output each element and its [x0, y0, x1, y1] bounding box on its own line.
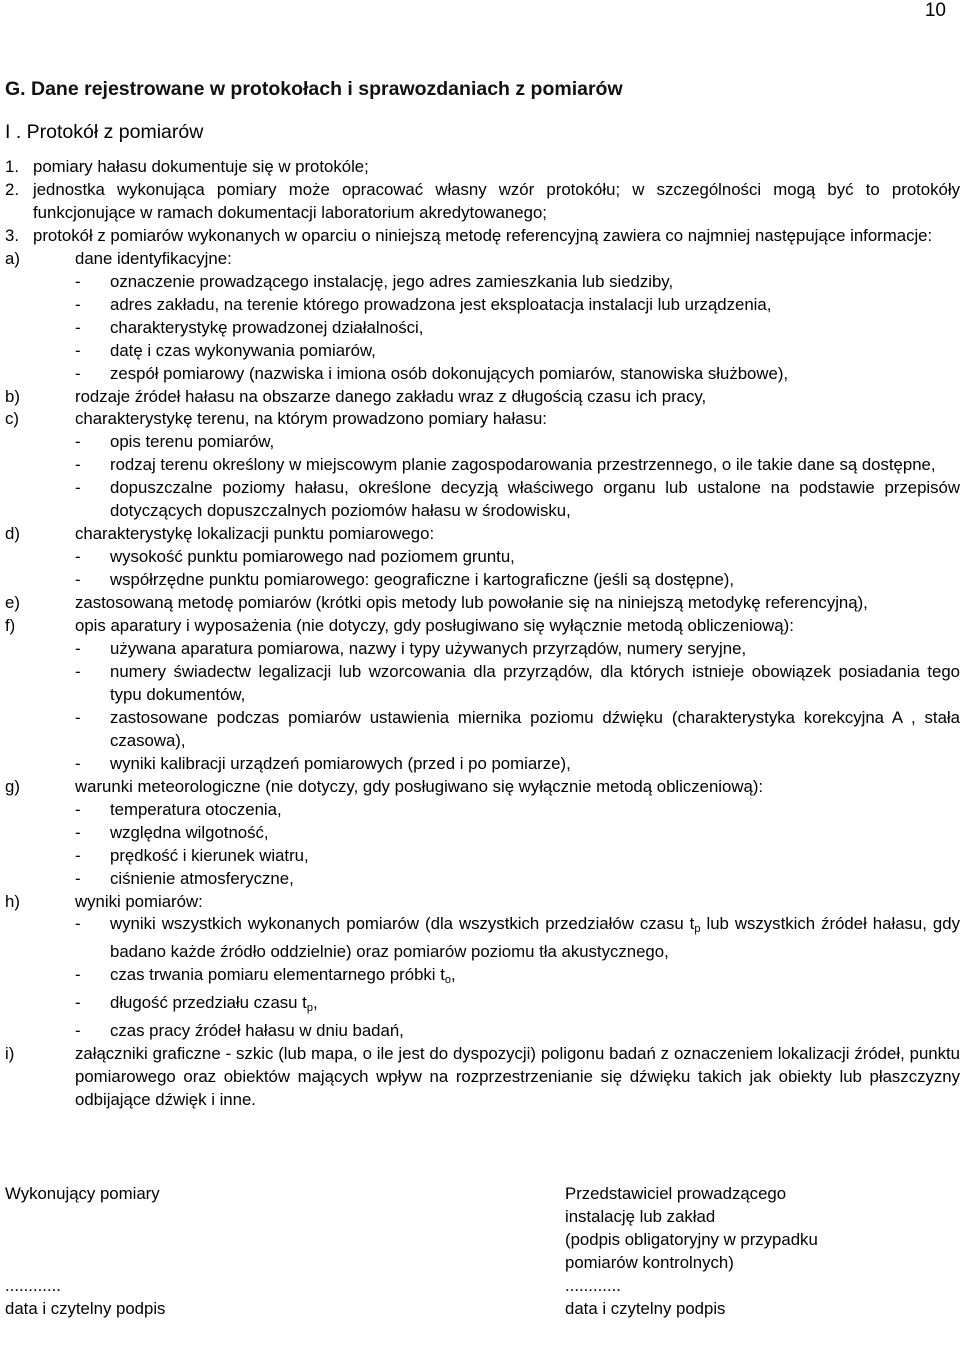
signature-title-line: instalację lub zakład [565, 1206, 716, 1226]
list-item: - zespół pomiarowy (nazwiska i imiona osób dokonujących pomiarów, stanowiska służbowe), [75, 363, 789, 383]
list-item: - prędkość i kierunek wiatru, [75, 845, 309, 865]
sublist-f [75, 638, 960, 776]
protocol-content [5, 156, 960, 1112]
list-item: - dopuszczalne poziomy hałasu, określone decyzją właściwego organu lub ustalone na podstawie przepisów dotyczących dopuszczalnych poziomów hałasu w środowisku, [75, 478, 960, 521]
letter-label: d) [5, 524, 20, 544]
letter-text: opis aparatury i wyposażenia (nie dotyczy, gdy posługiwano się wyłącznie metodą obliczeniową): [75, 616, 794, 636]
letter-text: zastosowaną metodę pomiarów (krótki opis metody lub powołanie się na niniejszą metodykę referencyjną), [75, 593, 868, 613]
lettered-item-h [5, 891, 960, 914]
signature-dots: ............ [5, 1275, 61, 1295]
sublist-a [75, 271, 960, 386]
letter-label: e) [5, 593, 20, 613]
list-item: - adres zakładu, na terenie którego prowadzona jest eksploatacja instalacji lub urządzenia, [75, 294, 772, 314]
letter-label: g) [5, 776, 20, 796]
item-number: 3. [5, 225, 19, 245]
page-number: 10 [924, 0, 946, 21]
letter-text: charakterystykę lokalizacji punktu pomiarowego: [75, 524, 435, 544]
signature-title-line: pomiarów kontrolnych) [565, 1252, 734, 1272]
sublist-g [75, 799, 960, 891]
signature-title-line: (podpis obligatoryjny w przypadku [565, 1229, 818, 1249]
sublist-h [75, 913, 960, 1043]
signature-block-right [565, 1183, 818, 1320]
sublist-c [75, 431, 960, 523]
list-item: - czas pracy źródeł hałasu w dniu badań, [75, 1021, 404, 1041]
list-item: - temperatura otoczenia, [75, 799, 282, 819]
letter-label: b) [5, 386, 20, 406]
item-text: pomiary hałasu dokumentuje się w protokóle; [33, 157, 369, 176]
signature-dots: ............ [565, 1275, 621, 1295]
item-number: 1. [5, 157, 19, 176]
lettered-item-c [5, 408, 960, 431]
list-item: - długość przedziału czasu $t_p$, [75, 993, 318, 1015]
signature-title: Wykonujący pomiary [5, 1184, 160, 1203]
lettered-item-g [5, 776, 960, 799]
signature-title-line: Przedstawiciel prowadzącego [565, 1184, 787, 1203]
lettered-item-a [5, 248, 960, 271]
list-item: - datę i czas wykonywania pomiarów, [75, 340, 376, 360]
section-title: G. Dane rejestrowane w protokołach i sprawozdaniach z pomiarów [5, 78, 623, 100]
letter-text: warunki meteorologiczne (nie dotyczy, gdy posługiwano się wyłącznie metodą obliczeniową): [75, 776, 764, 796]
letter-label: c) [5, 409, 19, 429]
item-number: 2. [5, 179, 19, 199]
list-item: - wyniki kalibracji urządzeń pomiarowych (przed i po pomiarze), [75, 753, 571, 773]
item-text: jednostka wykonująca pomiary może opracować własny wzór protokółu; w szczególności mogą być to protokóły funkcjonujące w ramach dokumentacji laboratorium akredytowanego; [33, 179, 960, 222]
letter-label: f) [5, 616, 16, 636]
list-item: - współrzędne punktu pomiarowego: geograficzne i kartograficzne (jeśli są dostępne), [75, 570, 735, 590]
letter-label: i) [5, 1044, 15, 1064]
list-item: - opis terenu pomiarów, [75, 432, 275, 452]
list-item: - wysokość punktu pomiarowego nad poziomem gruntu, [75, 547, 515, 567]
numbered-item [5, 225, 960, 248]
letter-label: a) [5, 248, 20, 268]
letter-text: wyniki pomiarów: [75, 891, 203, 911]
signature-block-left [5, 1183, 165, 1320]
lettered-item-b [5, 386, 960, 409]
signature-caption: data i czytelny podpis [5, 1298, 166, 1318]
sublist-d [75, 546, 960, 592]
list-item: - oznaczenie prowadzącego instalację, jego adres zamieszkania lub siedziby, [75, 271, 674, 291]
lettered-item-i [5, 1043, 960, 1112]
letter-text: rodzaje źródeł hałasu na obszarze danego zakładu wraz z długością czasu ich pracy, [75, 386, 707, 406]
list-item: - względna wilgotność, [75, 822, 269, 842]
list-item: - ciśnienie atmosferyczne, [75, 868, 294, 888]
letter-text: załączniki graficzne - szkic (lub mapa, o ile jest do dyspozycji) poligonu badań z oznaczeniem lokalizacji źródeł, punktu pomiarowego oraz obiektów mających wpływ na rozprzestrzenianie się dźwięku takich jak obiekty lub płaszczyzny odbijające dźwięk i inne. [75, 1044, 960, 1110]
letter-text: charakterystykę terenu, na którym prowadzono pomiary hałasu: [75, 409, 547, 429]
list-item: - wyniki wszystkich wykonanych pomiarów (dla wszystkich przedziałów czasu $t_p$ lub wszystkich źródeł hałasu, gdy badano każde źródło oddzielnie) oraz pomiarów poziomu tła akustycznego, [75, 914, 960, 962]
list-item: - rodzaj terenu określony w miejscowym planie zagospodarowania przestrzennego, o ile takie dane są dostępne, [75, 455, 936, 475]
item-text: protokół z pomiarów wykonanych w oparciu o niniejszą metodę referencyjną zawiera co najmniej następujące informacje: [33, 225, 933, 245]
subsection-title: I . Protokół z pomiarów [5, 121, 204, 143]
letter-label: h) [5, 891, 20, 911]
lettered-item-d [5, 523, 960, 546]
numbered-item [5, 179, 960, 225]
letter-text: dane identyfikacyjne: [75, 248, 232, 268]
list-item: - czas trwania pomiaru elementarnego próbki $t_o$, [75, 965, 456, 987]
lettered-item-f [5, 615, 960, 638]
list-item: - zastosowane podczas pomiarów ustawienia miernika poziomu dźwięku (charakterystyka korekcyjna A , stała czasowa), [75, 707, 960, 750]
list-item: - numery świadectw legalizacji lub wzorcowania dla przyrządów, dla których istnieje obowiązek posiadania tego typu dokumentów, [75, 661, 960, 704]
list-item: - charakterystykę prowadzonej działalności, [75, 317, 424, 337]
lettered-item-e [5, 592, 960, 615]
list-item: - używana aparatura pomiarowa, nazwy i typy używanych przyrządów, numery seryjne, [75, 639, 747, 659]
numbered-item [5, 156, 960, 179]
signature-caption: data i czytelny podpis [565, 1298, 726, 1318]
